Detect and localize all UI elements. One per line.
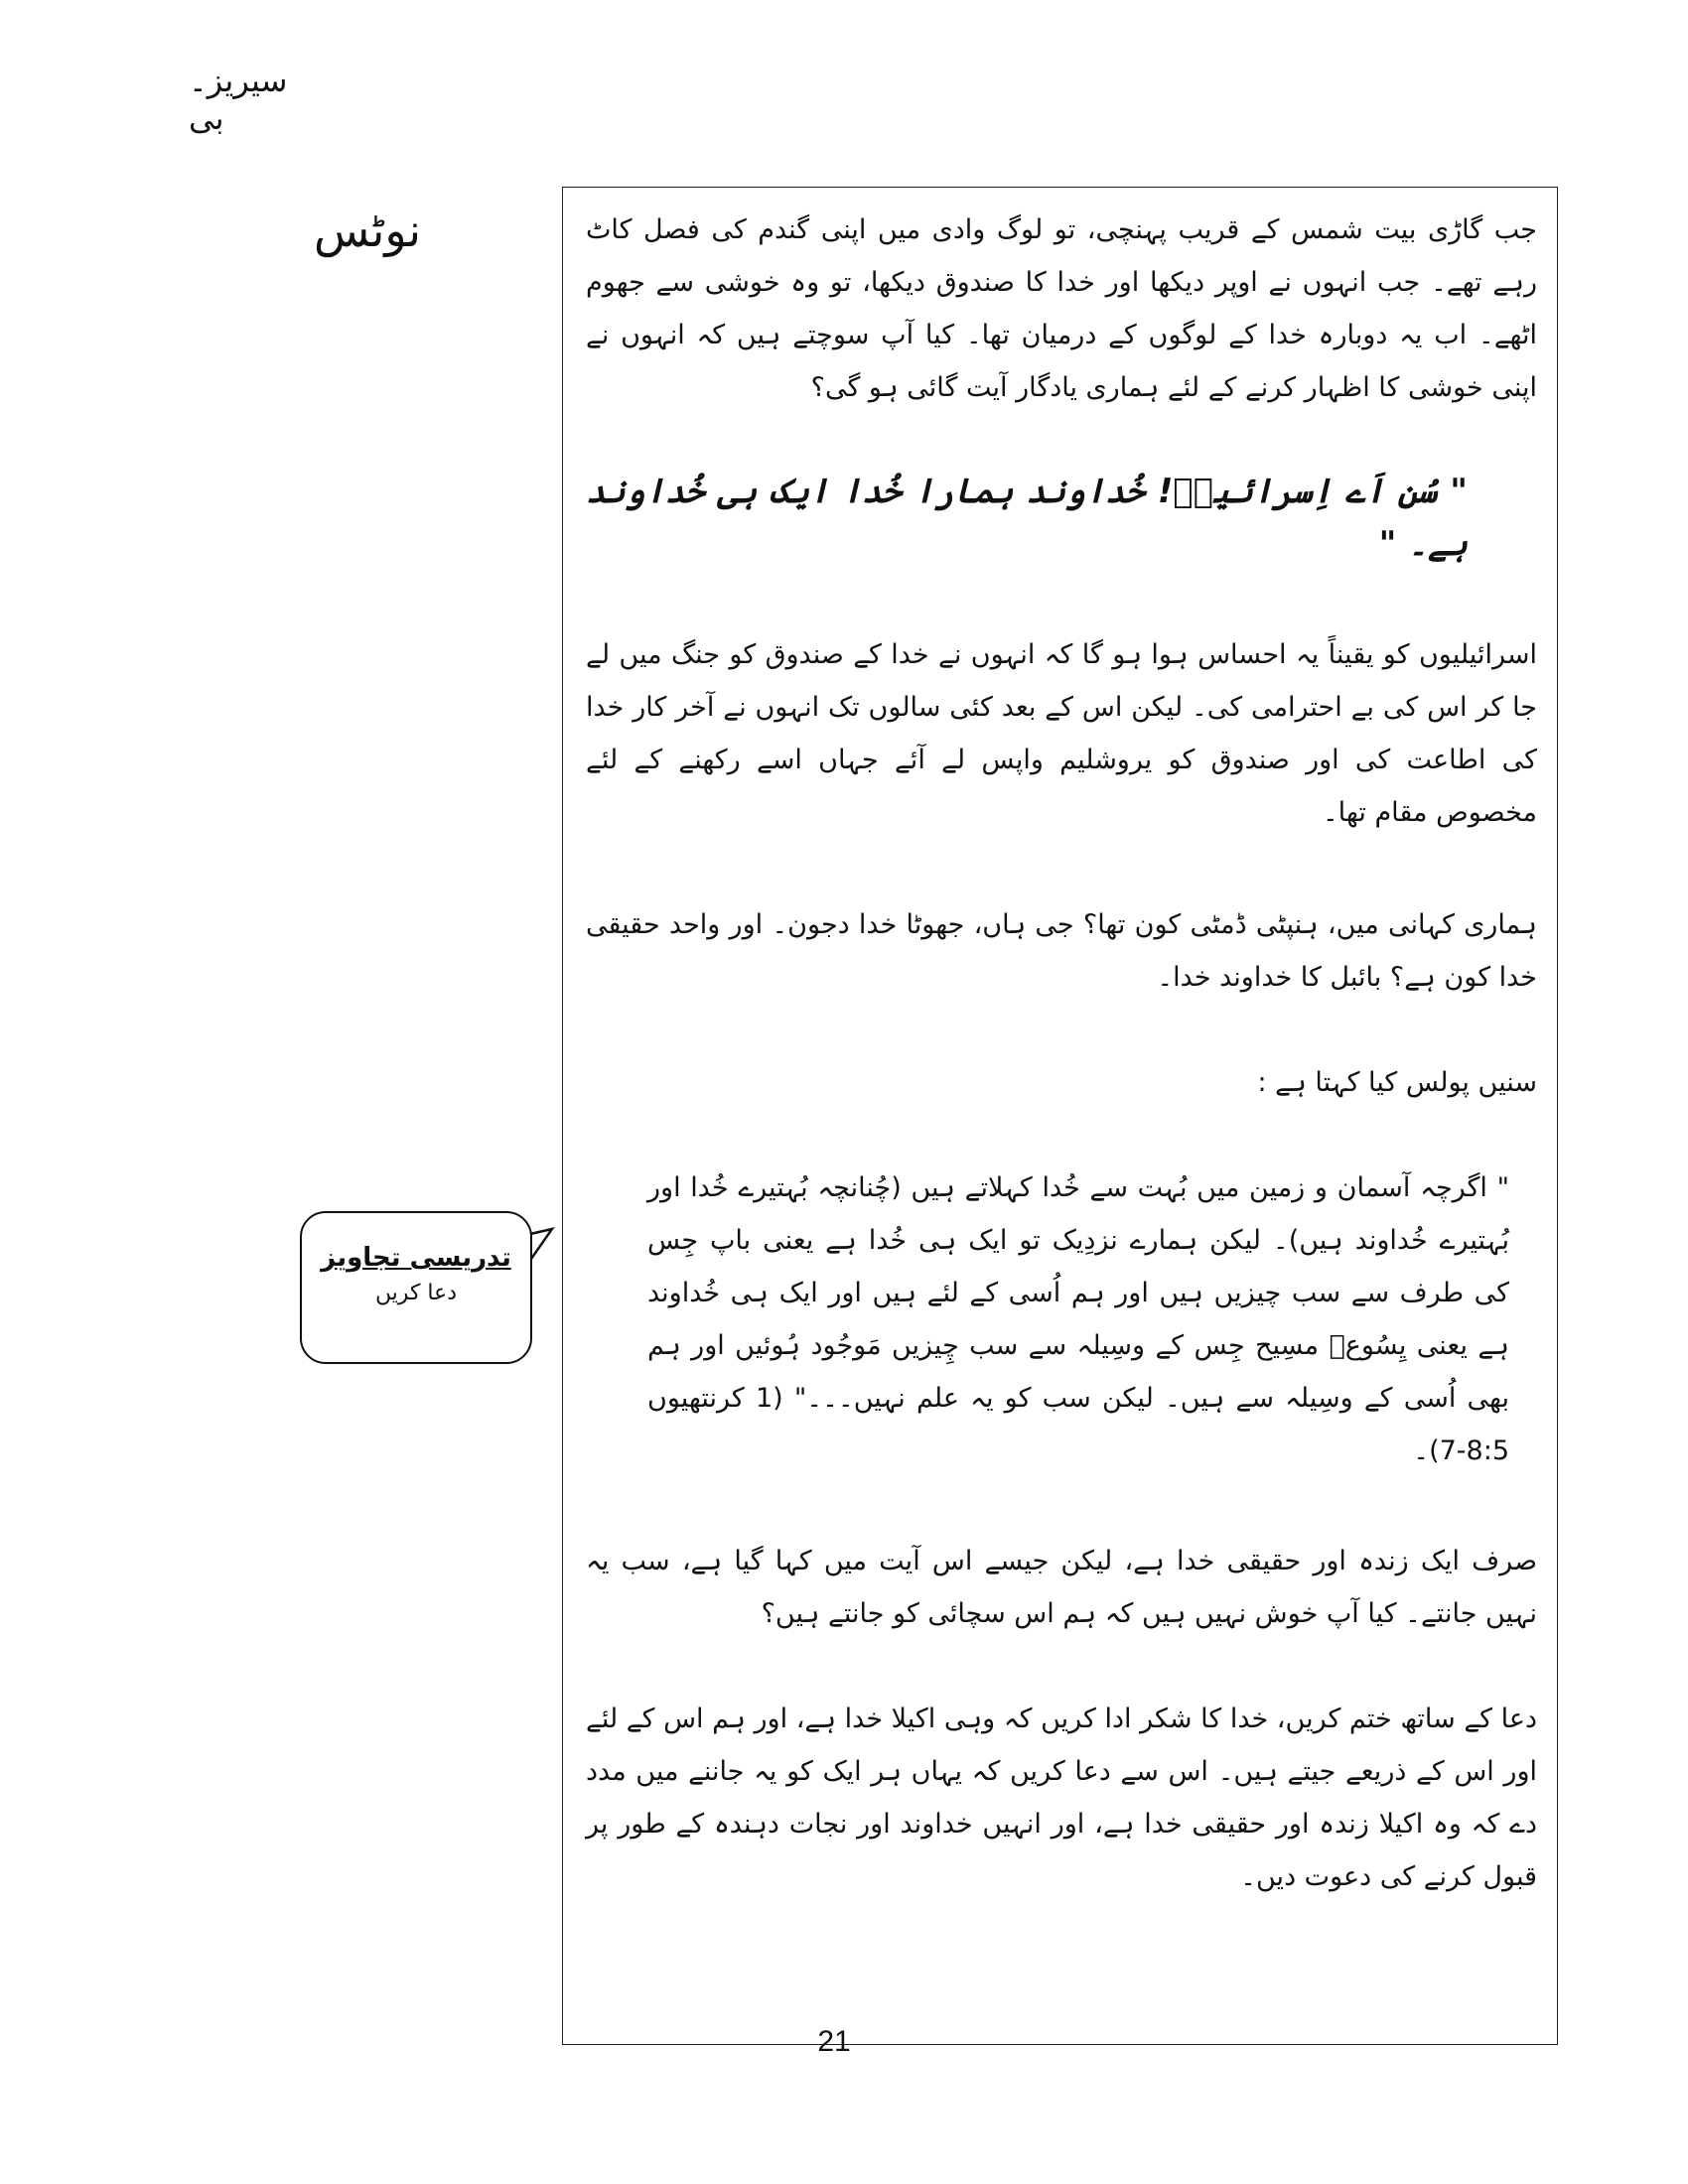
lesson-content [586, 204, 1537, 1903]
scripture-quote: " اگرچہ آسمان و زمین میں بُہت سے خُدا کہلاتے ہیں (چُنانچہ بُہتیرے خُدا اور بُہتیرے خُداوند ہیں)۔ لیکن ہمارے نزدِیک تو ایک ہی خُدا ہے یعنی باپ جِس کی طرف سے سب چیزیں ہیں اور ہم اُسی کے لئے ہیں اور ایک ہی خُداوند ہے یعنی یِسُوعؔ مسِیح جِس کے وسِیلہ سے سب چِیزیں مَوجُود ہُوئیں اور ہم بھی اُسی کے وسِیلہ سے ہیں۔ لیکن سب کو یہ علم نہیں۔۔۔" (1 کرنتھیوں 8:5-7)۔ [647, 1172, 1509, 1466]
memory-verse: " سُن اَے اِسرائیلؔ! خُداوند ہمارا خُدا ایک ہی خُداوند ہے۔ " [586, 472, 1468, 564]
teaching-tips-text: دعا کریں [374, 1281, 458, 1305]
page-number: 21 [817, 2025, 851, 2058]
paragraph-israelites: اسرائیلیوں کو یقیناً یہ احساس ہوا ہو گا کہ انہوں نے خدا کے صندوق کو جنگ میں لے جا کر اس کی بے احترامی کی۔ لیکن اس کے بعد کئی سالوں تک انہوں نے آخر کار خدا کی اطاعت کی اور صندوق کو یروشلیم واپس لے آئے جہاں اسے رکھنے کے لئے مخصوص مقام تھا۔ [586, 639, 1537, 828]
teaching-tips-callout [300, 1211, 532, 1364]
paragraph-arrival: جب گاڑی بیت شمس کے قریب پہنچی، تو لوگ وادی میں اپنی گندم کی فصل کاٹ رہے تھے۔ جب انہوں نے اوپر دیکھا اور خدا کا صندوق دیکھا، تو وہ خوشی سے جھوم اٹھے۔ اب یہ دوبارہ خدا کے لوگوں کے درمیان تھا۔ کیا آپ سوچتے ہیں کہ انہوں نے اپنی خوشی کا اظہار کرنے کے لئے ہماری یادگار آیت گائی ہو گی؟ [586, 214, 1537, 403]
notes-label: نوٹس [313, 204, 421, 257]
paragraph-paul-intro: سنیں پولس کیا کہتا ہے : [1257, 1067, 1537, 1098]
series-header: سیریز۔بی [189, 62, 288, 137]
paragraph-humpty-dumpty: ہماری کہانی میں، ہنپٹی ڈمٹی کون تھا؟ جی ہاں، جھوٹا خدا دجون۔ اور واحد حقیقی خدا کون ہے؟ بائبل کا خداوند خدا۔ [586, 909, 1537, 993]
teaching-tips-title: تدریسی تجاویز [321, 1243, 511, 1273]
paragraph-closing-prayer: دعا کے ساتھ ختم کریں، خدا کا شکر ادا کریں کہ وہی اکیلا خدا ہے، اور ہم اس کے لئے اور اس کے ذریعے جیتے ہیں۔ اس سے دعا کریں کہ یہاں ہر ایک کو یہ جاننے میں مدد دے کہ وہ اکیلا زندہ اور حقیقی خدا ہے، اور انہیں خداوند اور نجات دہندہ کے طور پر قبول کرنے کی دعوت دیں۔ [586, 1704, 1537, 1892]
paragraph-one-true-god: صرف ایک زندہ اور حقیقی خدا ہے، لیکن جیسے اس آیت میں کہا گیا ہے، سب یہ نہیں جانتے۔ کیا آپ خوش نہیں ہیں کہ ہم اس سچائی کو جانتے ہیں؟ [586, 1546, 1537, 1629]
